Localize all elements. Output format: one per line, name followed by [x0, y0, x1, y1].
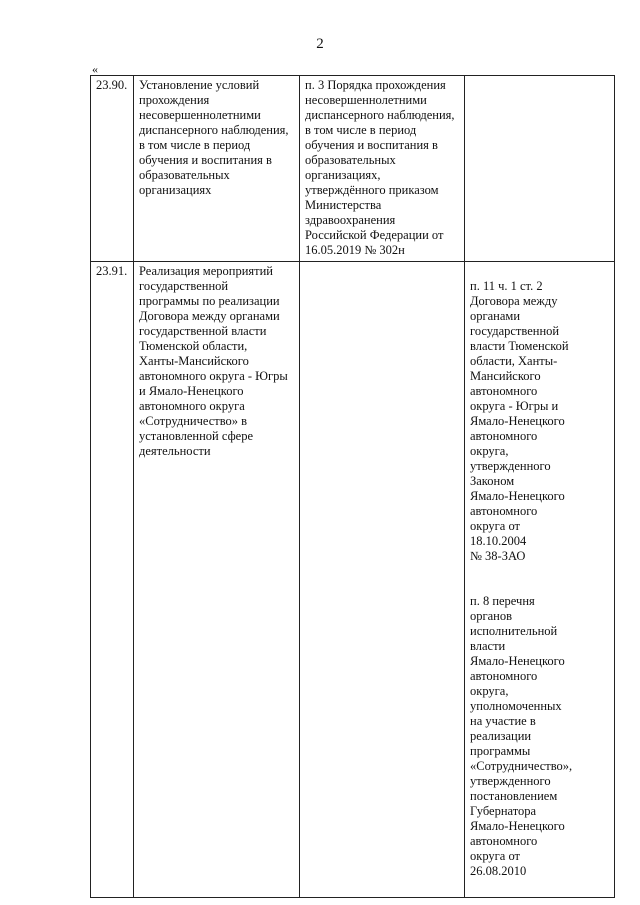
item-name-cell: Реализация мероприятий государственной программы по реализации Договора между органами государственной власти Тюменской области, Ханты-Мансийского автономного округа - Югры и Ямало-Ненецкого автономного округа «Сотрудничество» в установленной сфере деятельности [134, 262, 300, 898]
item-number-cell: 23.90. [91, 76, 134, 262]
regional-basis-paragraph: п. 11 ч. 1 ст. 2 Договора между органами государственной власти Тюменской области, Ханты- Мансийского автономного округа - Югры и Ямало-Ненецкого автономного округа, утвержденного Законом Ямало-Ненецкого автономного округа от 18.10.2004 № 38-ЗАО [470, 279, 569, 563]
regional-basis-cell [465, 76, 615, 262]
item-number-cell: 23.91. [91, 262, 134, 898]
regional-basis-paragraph: п. 8 перечня органов исполнительной власти Ямало-Ненецкого автономного округа, уполномоченных на участие в реализации программы «Сотрудничество», утвержденного постановлением Губернатора Ямало-Ненецкого автономного округа от 26.08.2010 [470, 594, 573, 878]
table-row [91, 262, 615, 898]
legal-basis-cell [300, 262, 465, 898]
regional-basis-cell [465, 262, 615, 898]
item-name-cell: Установление условий прохождения несовершеннолетними диспансерного наблюдения, в том числе в период обучения и воспитания в образовательных организациях [134, 76, 300, 262]
legal-basis-cell: п. 3 Порядка прохождения несовершеннолетними диспансерного наблюдения, в том числе в период обучения и воспитания в образовательных организациях, утверждённого приказом Министерства здравоохранения Российской Федерации от 16.05.2019 № 302н [300, 76, 465, 262]
document-table [90, 75, 615, 898]
margin-mark: « [92, 62, 98, 76]
page-number: 2 [316, 36, 324, 52]
table-row [91, 76, 615, 262]
